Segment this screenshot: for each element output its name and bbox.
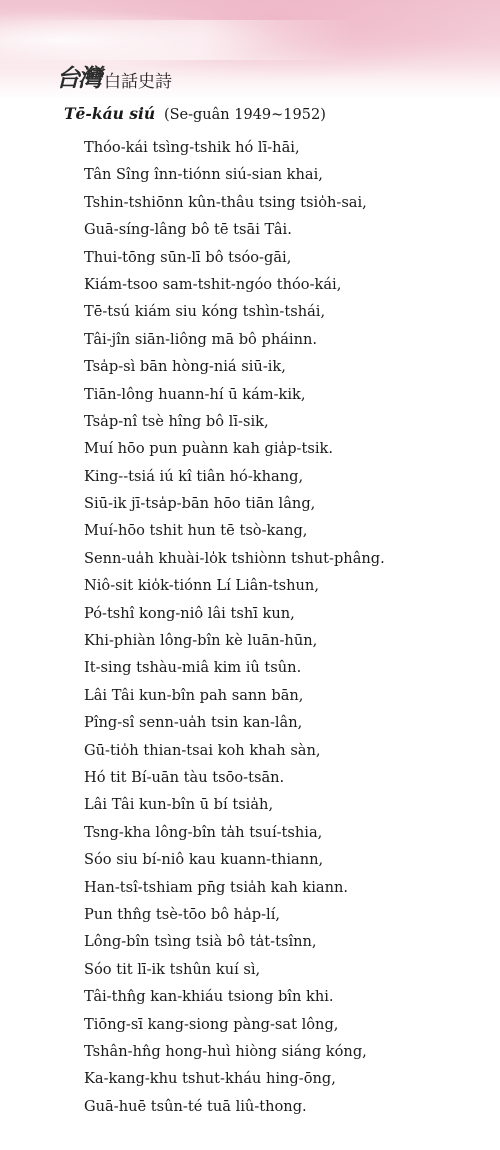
poem-line: Thóo-kái tsìng-tshik hó lī-hāi, [84,139,300,156]
poem-meta: (Se-guân 1949~1952) [163,107,326,123]
poem-line: Han-tsî-tshiam pn̄g tsia̍h kah kiann. [84,878,349,896]
poem-line: Tân Sîng înn-tiónn siú-sian khai, [84,166,323,184]
poem-line: Lông-bîn tsìng tsià bô ta̍t-tsînn, [84,933,317,951]
poem-line: Sóo siu bí-niô kau kuann-thiann, [84,851,324,869]
header-banner [0,0,500,100]
poem-line: Tē-tsú kiám siu kóng tshìn-tshái, [84,303,326,321]
poem-line: Tiān-lông huann-hí ū kám-kik, [84,385,306,403]
poem-line: Tshân-hn̂g hong-huì hiòng siáng kóng, [84,1042,367,1060]
banner-decoration [0,20,500,60]
poem-line: Tsa̍p-nî tsè hîng bô lī-sik, [84,412,269,430]
poem-line: Lâi Tâi kun-bîn pah sann bān, [84,686,304,704]
poem-line: Khi-phiàn lông-bîn kè luān-hūn, [84,632,318,650]
poem-line: Muí-hōo tshit hun tē tsò-kang, [84,522,308,540]
poem-line: Tiōng-sī kang-siong pàng-sat lông, [84,1015,339,1033]
poem-line: It-sing tshàu-miâ kim iû tsûn. [84,659,302,677]
poem-line: Tâi-thn̂g kan-khiáu tsiong bîn khi. [84,988,334,1006]
poem-line: Hó tit Bí-uān tàu tsōo-tsān. [84,768,285,786]
poem-line: King--tsiá iú kî tiân hó-khang, [84,467,304,485]
poem-line: Senn-ua̍h khuài-lo̍k tshiònn tshut-phâng. [84,549,385,567]
brand-subtitle: 白話史詩 [104,72,172,92]
poem-heading [64,104,326,123]
poem-line: Sóo tit lī-ik tshûn kuí sì, [84,960,261,978]
poem-line: Pó-tshî kong-niô lâi tshī kun, [84,604,295,622]
brand [56,58,172,93]
poem-line: Kiám-tsoo sam-tshit-ngóo thóo-kái, [84,275,342,293]
poem-line: Muí hōo pun puànn kah gia̍p-tsik. [84,440,333,458]
poem-line: Guā-huē tsûn-té tuā liû-thong. [84,1097,307,1115]
poem-line: Gū-tio̍h thian-tsai koh khah sàn, [84,741,321,759]
poem-line: Tshin-tshiōnn kûn-thâu tsing tsio̍h-sai, [84,193,367,211]
poem-line: Tâi-jîn siān-liông mā bô pháinn. [84,330,318,348]
poem-line: Siū-ik jī-tsa̍p-bān hōo tiān lâng, [84,495,316,513]
poem-body [84,134,385,1120]
poem-line: Niô-sit kio̍k-tiónn Lí Liân-tshun, [84,577,319,595]
poem-title: Tē-káu siú [64,104,156,123]
poem-line: Ka-kang-khu tshut-kháu hing-ōng, [84,1070,336,1088]
poem-line: Thui-tōng sūn-lī bô tsóo-gāi, [84,248,292,266]
poem-line: Tsa̍p-sì bān hòng-niá siū-ik, [84,358,286,376]
poem-line: Lâi Tâi kun-bîn ū bí tsia̍h, [84,796,274,814]
poem-line: Pun thn̂g tsè-tōo bô ha̍p-lí, [84,905,281,923]
poem-line: Pîng-sî senn-ua̍h tsin kan-lân, [84,714,303,732]
logo: 台灣 [56,63,100,92]
poem-line: Guā-síng-lâng bô tē tsāi Tâi. [84,221,292,239]
poem-line: Tsng-kha lông-bîn ta̍h tsuí-tshia, [84,823,323,841]
